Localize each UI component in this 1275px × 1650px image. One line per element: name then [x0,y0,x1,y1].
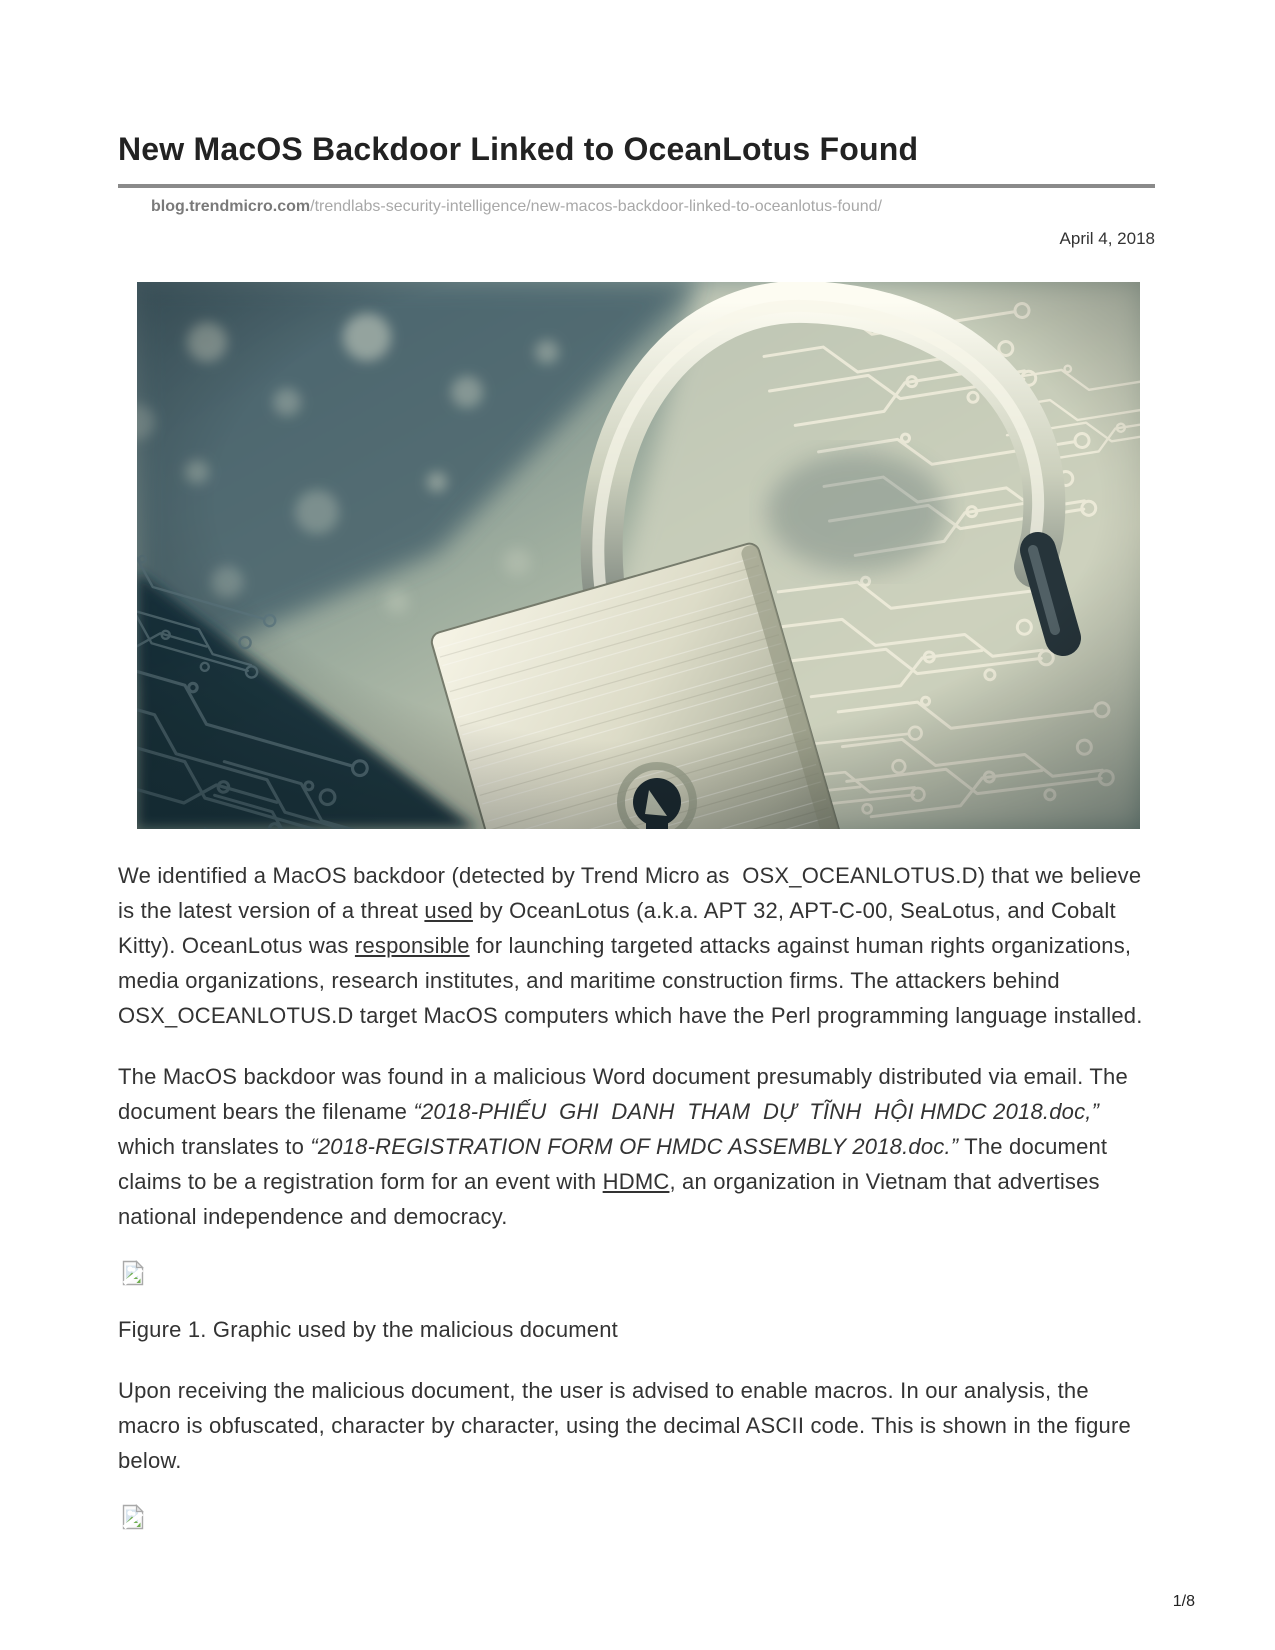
text-run: The document claims to be a registration form for an event with [118,1134,1114,1194]
text-run: which translates to [118,1099,1106,1159]
page-title: New MacOS Backdoor Linked to OceanLotus Found [118,131,919,167]
vietnamese-filename: “2018-PHIẾU GHI DANH THAM DỰ TĨNH HỘI HMDC 2018.doc,” [413,1099,1100,1124]
paragraph-3 [118,1373,1155,1478]
publish-date: April 4, 2018 [1059,229,1155,248]
text-run: The MacOS backdoor was found in a malicious Word document presumably distributed via email. The document bears the filename [118,1064,1135,1124]
link-hdmc[interactable]: HDMC [602,1169,670,1194]
figure-1-caption: Figure 1. Graphic used by the malicious document [118,1317,618,1342]
broken-image-icon [122,1260,144,1286]
translated-filename: “2018-REGISTRATION FORM OF HMDC ASSEMBLY 2018.doc.” [310,1134,959,1159]
article-page [118,0,1155,1530]
hero-image [137,282,1140,829]
broken-image-icon [122,1504,144,1530]
padlock-circuit-board-illustration [137,282,1140,829]
text-run: Upon receiving the malicious document, the user is advised to enable macros. In our analysis, the macro is obfuscated, character by character, using the decimal ASCII code. This is shown in the figure below. [118,1378,1138,1473]
source-url [151,197,1155,216]
source-path: /trendlabs-security-intelligence/new-macos-backdoor-linked-to-oceanlotus-found/ [310,198,882,215]
text-run: We identified a MacOS backdoor (detected by Trend Micro as OSX_OCEANLOTUS.D) that we believe is the latest version of a threat [118,863,1148,923]
text-run: , an organization in Vietnam that advertises national independence and democracy. [118,1169,1107,1229]
text-run: by OceanLotus (a.k.a. APT 32, APT-C-00, SeaLotus, and Cobalt Kitty). OceanLotus was [118,898,1123,958]
page-number: 1/8 [1172,1593,1195,1610]
link-responsible[interactable]: responsible [354,933,470,958]
source-domain: blog.trendmicro.com [151,198,311,215]
title-divider [118,184,1155,188]
paragraph-2 [118,1059,1155,1234]
paragraph-1 [118,858,1155,1033]
link-used[interactable]: used [424,898,473,923]
text-run: for launching targeted attacks against human rights organizations, media organizations, research institutes, and maritime construction firms. The attackers behind OSX_OCEANLOTUS.D target MacOS computers which have the Perl programming language installed. [118,933,1143,1028]
